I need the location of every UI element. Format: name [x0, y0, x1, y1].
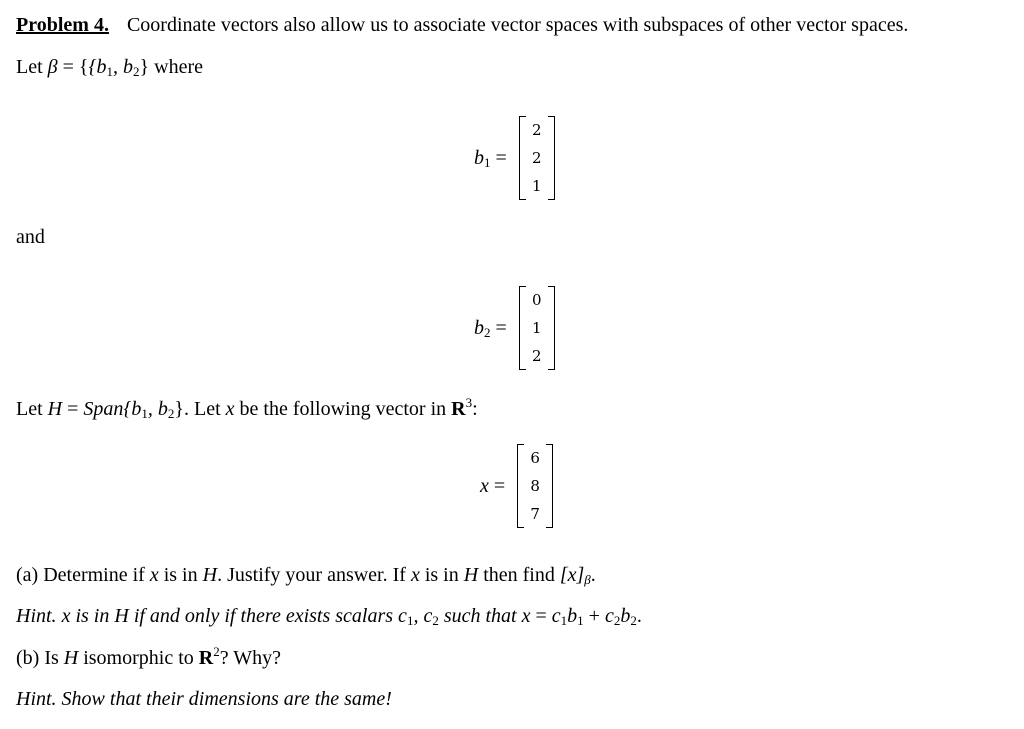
x-equation: x = 6 8 7	[480, 444, 553, 528]
part-b: (b) Is H isomorphic to $R^2$? Why?	[16, 644, 281, 669]
basis-definition: Let $\beta = \{\{b_1$, $b_2$} where	[16, 56, 203, 79]
b1-equation: $b_1$ = 2 2 1	[474, 116, 555, 200]
hint-a: Hint. x is in H if and only if there exists scalars $c_1$, $c_2$ such that $x = c_1b_1 + c_2b_2$.	[16, 605, 642, 628]
b2-equation: $b_2$ = 0 1 2	[474, 286, 555, 370]
vector-entry: 2	[532, 121, 542, 139]
hint-b: Hint. Show that their dimensions are the same!	[16, 688, 392, 710]
vector-entry: 2	[532, 149, 542, 167]
vector-entry: 0	[532, 291, 542, 309]
and-text: and	[16, 226, 45, 248]
part-a: (a) Determine if x is in H. Justify your answer. If x is in H then find $[x]_\beta$.	[16, 564, 596, 587]
b2-vector	[519, 286, 555, 370]
problem-intro-line	[16, 12, 908, 38]
vector-entry: 1	[532, 319, 542, 337]
subspace-definition: Let $H = Span\{b_1$, $b_2$}. Let x be the following vector in $R^3$:	[16, 395, 478, 421]
vector-entry: 7	[530, 505, 540, 523]
vector-entry: 6	[530, 449, 540, 467]
vector-entry: 1	[532, 177, 542, 195]
x-vector	[517, 444, 553, 528]
problem-intro: Coordinate vectors also allow us to associate vector spaces with subspaces of other vector spaces.	[126, 14, 909, 36]
vector-entry: 2	[532, 347, 542, 365]
vector-entry: 8	[530, 477, 540, 495]
b1-vector	[519, 116, 555, 200]
problem-heading: Problem 4.	[16, 14, 109, 36]
